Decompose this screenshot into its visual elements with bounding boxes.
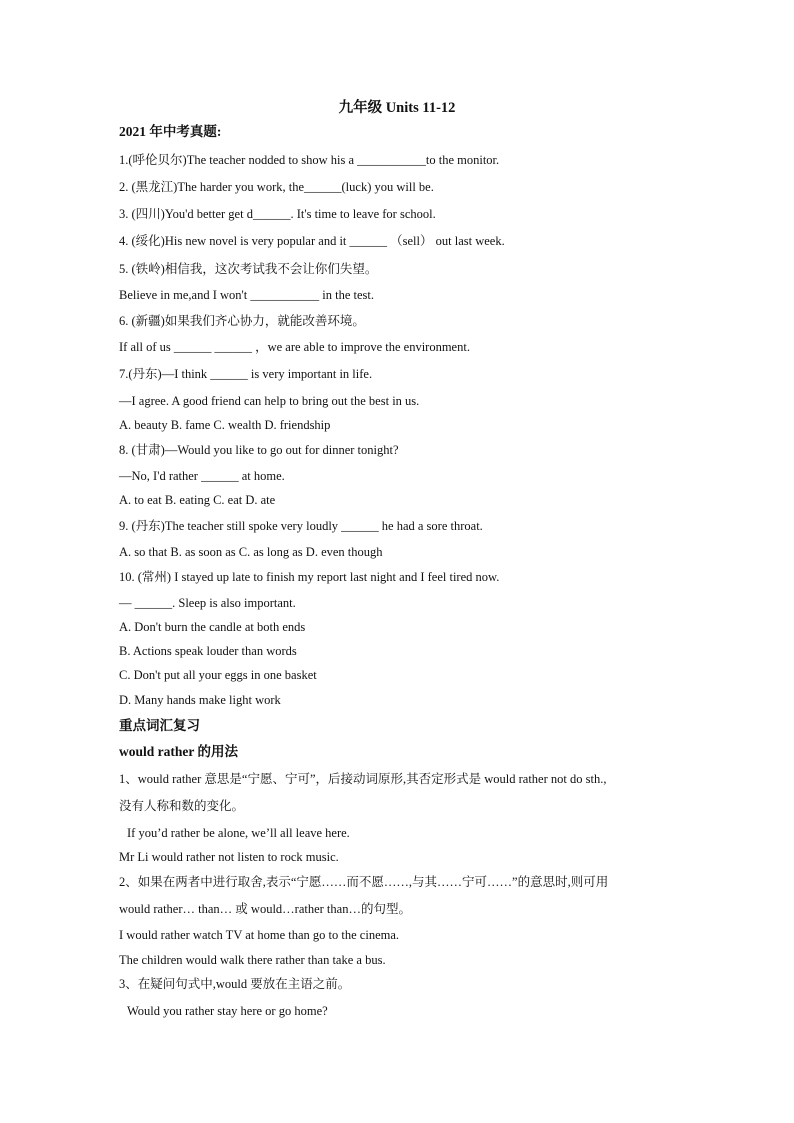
note-line: 1、would rather 意思是“宁愿、宁可”，后接动词原形,其否定形式是 would rather not do sth., — [119, 772, 607, 786]
question-line: —No, I'd rather ______ at home. — [119, 469, 285, 483]
section-heading-vocab: 重点词汇复习 — [119, 718, 200, 733]
example-line: If you’d rather be alone, we’ll all leave here. — [127, 826, 350, 840]
question-line: 10. (常州) I stayed up late to finish my report last night and I feel tired now. — [119, 570, 500, 584]
option-line: A. beauty B. fame C. wealth D. friendship — [119, 418, 331, 432]
question-line: 6. (新疆)如果我们齐心协力，就能改善环境。 — [119, 314, 365, 328]
example-line: I would rather watch TV at home than go to the cinema. — [119, 928, 400, 942]
question-line: 8. (甘肃)—Would you like to go out for dinner tonight? — [119, 443, 399, 457]
option-line: A. Don't burn the candle at both ends — [119, 620, 306, 634]
question-line: 4. (绥化)His new novel is very popular and it ______ （sell） out last week. — [119, 234, 505, 248]
question-line: — ______. Sleep is also important. — [119, 596, 296, 610]
section-heading-would-rather: would rather 的用法 — [119, 744, 239, 759]
question-line: 9. (丹东)The teacher still spoke very loudly ______ he had a sore throat. — [119, 519, 483, 533]
example-line: The children would walk there rather than take a bus. — [119, 953, 386, 967]
question-line: 1.(呼伦贝尔)The teacher nodded to show his a ___________to the monitor. — [119, 153, 500, 167]
example-line: Would you rather stay here or go home? — [127, 1004, 328, 1018]
page-title: 九年级 Units 11-12 — [338, 100, 456, 116]
question-line: Believe in me,and I won't ___________ in the test. — [119, 288, 374, 302]
section-heading-exam: 2021 年中考真题: — [119, 124, 222, 139]
option-line: A. to eat B. eating C. eat D. ate — [119, 493, 276, 507]
question-line: If all of us ______ ______ ，we are able to improve the environment. — [119, 340, 470, 354]
question-line: —I agree. A good friend can help to bring out the best in us. — [119, 394, 420, 408]
option-line: D. Many hands make light work — [119, 693, 281, 707]
example-line: Mr Li would rather not listen to rock music. — [119, 850, 339, 864]
question-line: 7.(丹东)—I think ______ is very important in life. — [119, 367, 373, 381]
question-line: 3. (四川)You'd better get d______. It's time to leave for school. — [119, 207, 436, 221]
note-line: 2、如果在两者中进行取舍,表示“宁愿……而不愿……,与其……宁可……”的意思时,则可用 — [119, 875, 609, 889]
option-line: A. so that B. as soon as C. as long as D. even though — [119, 545, 383, 559]
note-line: 3、在疑问句式中,would 要放在主语之前。 — [119, 977, 351, 991]
option-line: B. Actions speak louder than words — [119, 644, 297, 658]
question-line: 2. (黑龙江)The harder you work, the______(luck) you will be. — [119, 180, 434, 194]
note-line: 没有人称和数的变化。 — [119, 799, 245, 813]
option-line: C. Don't put all your eggs in one basket — [119, 668, 317, 682]
question-line: 5. (铁岭)相信我，这次考试我不会让你们失望。 — [119, 262, 378, 276]
note-line: would rather… than… 或 would…rather than…的句型。 — [119, 902, 411, 916]
